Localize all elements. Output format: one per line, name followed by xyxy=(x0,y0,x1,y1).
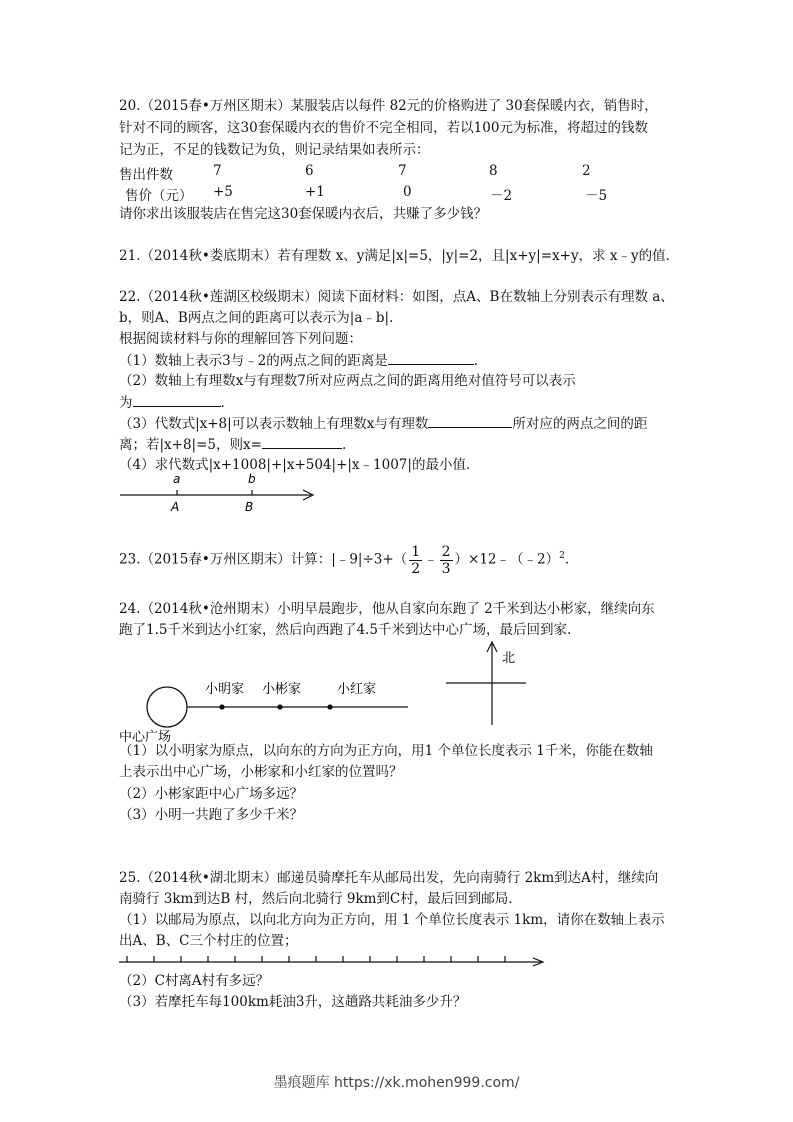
label-a: a xyxy=(173,472,181,486)
frac-den: 3 xyxy=(441,560,451,577)
q22-part3b xyxy=(119,435,346,454)
label-A: A xyxy=(171,500,180,514)
q22-number-line-figure xyxy=(115,470,325,518)
table-cell: －5 xyxy=(585,188,608,204)
table-row1-label: 售出件数 xyxy=(119,167,173,183)
tick-marks xyxy=(127,956,505,962)
table-cell: 2 xyxy=(582,163,591,179)
xiaohong-home-dot xyxy=(327,704,332,709)
q20-line1: 20.（2015春•万州区期末）某服装店以每件 82元的价格购进了 30套保暖内衣，销售时， xyxy=(119,98,658,114)
q23-expression xyxy=(119,538,570,577)
table-cell: 7 xyxy=(213,163,222,179)
q23-minus: ﹣ xyxy=(424,551,438,568)
q23-end: . xyxy=(564,551,570,568)
q25-line2: 南骑行 3km到达B 村，然后向北骑行 9km到C村，最后回到邮局. xyxy=(119,891,513,907)
frac-num: 2 xyxy=(441,543,451,560)
q22-part3a-end: 所对应的两点之间的距 xyxy=(512,416,648,432)
fraction-two-thirds xyxy=(440,544,453,577)
xiaoming-home-dot xyxy=(219,704,224,709)
frac-den: 2 xyxy=(411,560,421,577)
q22-part3a xyxy=(119,414,647,433)
answer-blank[interactable] xyxy=(262,435,342,449)
q22-line1: 22.（2014秋•莲湖区校级期末）阅读下面材料：如图，点A、B在数轴上分别表示有理数 a、 xyxy=(119,289,674,305)
answer-blank[interactable] xyxy=(388,351,474,365)
xiaobin-home-dot xyxy=(277,704,282,709)
q25-part1b: 出A、B、C三个村庄的位置； xyxy=(119,933,298,949)
q20-line2: 针对不同的顾客，这30套保暖内衣的售价不完全相同，若以100元为标准，将超过的钱数 xyxy=(119,120,648,136)
q22-part2: （2）数轴上有理数x与有理数7所对应两点之间的距离用绝对值符号可以表示 xyxy=(119,373,576,389)
answer-blank[interactable] xyxy=(428,414,512,428)
q25-part2: （2）C村离A村有多远？ xyxy=(119,973,270,989)
label-xiaobin-home: 小彬家 xyxy=(262,682,302,697)
footer-watermark: 墨痕题库 https://xk.mohen999.com/ xyxy=(273,1075,520,1091)
q22-part1-end: . xyxy=(473,353,479,369)
q25-part3: （3）若摩托车每100km耗油3升，这趟路共耗油多少升？ xyxy=(119,994,467,1010)
label-north: 北 xyxy=(502,651,516,666)
q22-part3b-end: . xyxy=(341,437,347,453)
frac-num: 1 xyxy=(411,543,421,560)
table-cell: +5 xyxy=(213,184,233,200)
table-cell: +1 xyxy=(305,184,325,200)
answer-blank[interactable] xyxy=(133,393,221,407)
q25-number-line-figure xyxy=(115,950,547,970)
q22-part2b-text: 为 xyxy=(119,395,133,411)
label-B: B xyxy=(245,500,254,514)
q20-line4: 请你求出该服装店在售完这30套保暖内衣后，共赚了多少钱？ xyxy=(119,206,488,222)
label-center-square: 中心广场 xyxy=(119,730,172,745)
table-row2-label: 售价（元） xyxy=(125,188,193,204)
center-square-circle xyxy=(147,687,187,727)
q22-part1-text: （1）数轴上表示3与﹣2的两点之间的距离是 xyxy=(119,353,388,369)
q24-line2: 跑了1.5千米到达小红家，然后向西跑了4.5千米到达中心广场，最后回到家. xyxy=(119,622,572,638)
q22-part3b-text: 离；若|x+8|=5，则x= xyxy=(119,437,262,453)
q24-part2: （2）小彬家距中心广场多远？ xyxy=(119,786,304,802)
q22-part1 xyxy=(119,351,478,370)
q25-line1: 25.（2014秋•湖北期末）邮递员骑摩托车从邮局出发，先向南骑行 2km到达A村，继续向 xyxy=(119,870,659,886)
table-cell: 6 xyxy=(305,163,314,179)
q23-exponent: 2 xyxy=(559,551,565,561)
q24-line1: 24.（2014秋•沧州期末）小明早晨跑步，他从自家向东跑了 2千米到达小彬家，继续向东 xyxy=(119,601,655,617)
label-xiaoming-home: 小明家 xyxy=(205,682,245,697)
q24-route-figure xyxy=(115,675,415,747)
table-cell: 8 xyxy=(489,163,498,179)
q21-line1: 21.（2014秋•娄底期末）若有理数 x、y满足|x|=5，|y|=2，且|x+y|=x+y，求 x﹣y的值. xyxy=(119,248,670,264)
q22-line3: 根据阅读材料与你的理解回答下列问题： xyxy=(119,331,362,347)
table-cell: 7 xyxy=(398,163,407,179)
q22-part2b xyxy=(119,393,225,412)
q23-post: ）×12﹣（﹣2） xyxy=(454,551,560,568)
q24-part1a: （1）以小明家为原点，以向东的方向为正方向，用1 个单位长度表示 1千米，你能在数轴 xyxy=(119,743,653,759)
table-cell: 0 xyxy=(403,184,412,200)
q22-part3a-text: （3）代数式|x+8|可以表示数轴上有理数x与有理数 xyxy=(119,416,429,432)
label-xiaohong-home: 小红家 xyxy=(337,682,377,697)
table-cell: －2 xyxy=(490,188,513,204)
q22-part4: （4）求代数式|x+1008|+|x+504|+|x﹣1007|的最小值. xyxy=(119,457,471,473)
q20-line3: 记为正，不足的钱数记为负，则记录结果如表所示： xyxy=(119,142,430,158)
q22-line2: b，则A、B两点之间的距离可以表示为|a﹣b|. xyxy=(119,310,394,326)
q24-compass-figure xyxy=(440,638,530,728)
q24-part3: （3）小明一共跑了多少千米？ xyxy=(119,807,304,823)
label-b: b xyxy=(248,472,256,486)
fraction-one-half xyxy=(409,544,422,577)
q22-part2b-end: . xyxy=(220,395,225,411)
q25-part1a: （1）以邮局为原点，以向北方向为正方向，用 1 个单位长度表示 1km，请你在数轴上表示 xyxy=(119,912,665,928)
q23-pre: 23.（2015春•万州区期末）计算：|﹣9|÷3+（ xyxy=(119,551,408,568)
q24-part1b: 上表示出中心广场，小彬家和小红家的位置吗？ xyxy=(119,764,403,780)
